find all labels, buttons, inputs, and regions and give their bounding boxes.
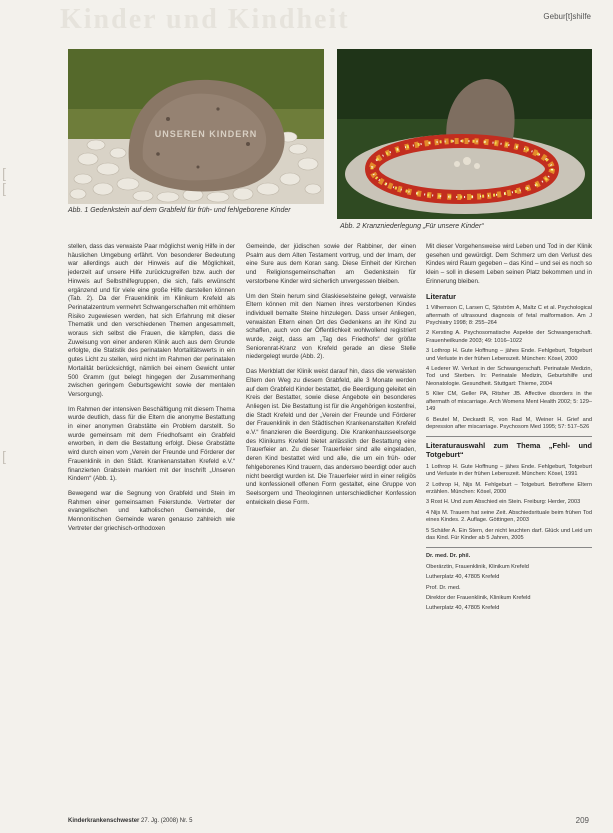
- divider: [426, 547, 592, 548]
- paragraph: Im Rahmen der intensiven Beschäftigung mit diesem Thema wurde deutlich, dass für die Eltern die anonyme Bestattung in einer anonymen Grabstätte ein Problem darstellt. So wurde gemeinsam mit dem Friedhofsamt ein Grabfeld erworben, in dem die Bestattung erfolgt. Diese Grabstätte wird durch einen vom „Verein der Freunde und Förderer der Frauenklinik in den Städt. Krankenanstalten Krefeld e.V.“ finanzierten Grabstein markiert mit der Inschrift „Unseren Kindern“ (Abb. 1).: [68, 405, 235, 483]
- paragraph: Bewegend war die Segnung von Grabfeld und Stein im Rahmen einer gemeinsamen Feierstunde. Vertreter der evangelischen und katholischen Gemeinde, der Mennonitischen Gemeinde waren genauso zahlreich wie Vertreter der griechisch-orthodoxen: [68, 489, 235, 532]
- divider: [426, 436, 592, 437]
- paragraph: Um den Stein herum sind Glaskieselsteine gelegt, verwaiste Eltern können mit den Namen ihres verstorbenen Kindes individuell bemalte Steine hinzulegen. Dass unser Anliegen, verwaisten Eltern einen Ort des Gedenkens an ihr Kind zu schaffen, auch von der Öffentlichkeit wohlwollend registriert wurde, zeigt, dass am „Tag des Friedhofs“ der größte Seniorenrat-Kranz von Krefeld gerade an diese Stelle niedergelegt wurde (Abb. 2).: [246, 292, 416, 361]
- page-header-title: Kinder und Kindheit: [60, 4, 350, 35]
- reference-item: 1 Lothrop H. Gute Hoffnung – jähes Ende. Fehlgeburt, Totgeburt und Verluste in der frühen Lebenszeit. München: Kösel, 1991: [426, 463, 592, 478]
- reference-item: 6 Beutel M, Deckardt R, von Rad M, Weiner H. Grief and depression after miscarriage. Psychosom Med 1995; 57: 517–526: [426, 416, 592, 430]
- reference-item: 1 Vilhemson C, Larsen C, Sjöström A, Maltz C et al. Psychological aftermath of ultrasound diagnosis of fetal malformation. Am J Psychiatry 1998; 8: 255–264: [426, 305, 592, 327]
- text-column-3: [426, 243, 592, 811]
- journal-name: Kinderkrankenschwester: [68, 818, 140, 824]
- text-column-1: [68, 243, 235, 811]
- author-line: Lutherplatz 40, 47805 Krefeld: [426, 574, 500, 581]
- literature-selection-heading: Literaturauswahl zum Thema „Fehl- und Totgeburt“: [426, 441, 592, 460]
- paragraph: Mit dieser Vorgehensweise wird Leben und Tod in der Klinik gesehen und gewürdigt. Dem Schmerz um den Verlust des Kindes wird Raum gegeben – das Kind – und sei es noch so klein – soll in diesem Leben seinen Platz bekommen und in Erinnerung bleiben.: [426, 243, 592, 285]
- text-column-2: [246, 243, 416, 811]
- page-number: 209: [575, 816, 589, 825]
- figure-2-caption: Abb. 2 Kranzniederlegung „Für unsere Kinder“: [340, 223, 484, 230]
- paragraph: stellen, dass das verwaiste Paar möglichst wenig Hilfe in der häuslichen Umgebung erfährt. Von besonderer Bedeutung war allerdings auch der Hinweis auf die Möglichkeit, jederzeit auf unsere Hilfe zurückzugreifen bzw. auch der Hinweis auf Selbsthilfegruppen, die sich, falls erwünscht ergänzend und für viele eine große Hilfe darstellen können (Tab. 2). Da der Frauenklinik im Klinikum Krefeld als Perinatalzentrum vermehrt Schwangerschaften mit erhöhtem Risiko zugewiesen werden, hat sich Erfahrung mit dieser Thematik und den verschiedenen Themen angesammelt, woraus sich selbst die Frauen, die kämpfen, dass die Zuweisung von einer anderen Klinik auch aus dem Grunde erfolgte, die Statistik des perinatalen Mortalitätswerts in ein gutes Licht zu stellen, wird nicht im Rahmen der perinatalen Mortalität berücksichtigt, nämlich bei einem Gewicht unter 500 Gramm (gut belegt hingegen der Zusammenhang zwischen geringem Geburtsgewicht sowie der mentalen Versorgung).: [68, 243, 235, 398]
- section-label: Gebur[t]shilfe: [543, 12, 591, 21]
- author-line: Direktor der Frauenklinik, Klinikum Krefeld: [426, 595, 531, 601]
- journal-issue: 27. Jg. (2008) Nr. 5: [141, 818, 193, 824]
- figure-1-photo: [68, 49, 324, 204]
- reference-item: 3 Lothrop H. Gute Hoffnung – jähes Ende. Fehlgeburt, Totgeburt und Verluste in der frühen Lebenszeit. München: Kösel, 2000: [426, 348, 592, 362]
- literature-heading: Literatur: [426, 291, 456, 301]
- author-line: Prof. Dr. med.: [426, 584, 461, 591]
- figure-2-photo: [337, 49, 592, 219]
- figure-1-caption: Abb. 1 Gedenkstein auf dem Grabfeld für früh- und fehlgeborene Kinder: [68, 207, 291, 214]
- reference-item: 4 Nijs M. Trauern hat seine Zeit. Abschiedsrituale beim frühen Tod eines Kindes. 2. Auflage. Göttingen, 2003: [426, 509, 592, 524]
- reference-item: 5 Schäfer A. Ein Stern, der nicht leuchten darf. Glück und Leid um das Kind. Für Kinder ab 5 Jahren, 2005: [426, 527, 592, 541]
- reference-item: 2 Kersting A. Psychosomatische Aspekte der Schwangerschaft. Frauenheilkunde 2003; 49: 1016–1022: [426, 330, 592, 344]
- page-footer: [68, 818, 192, 824]
- paragraph: Gemeinde, der jüdischen sowie der Rabbiner, der einen Psalm aus dem Alten Testament vortrug, und der Imam, der eine Sure aus dem Koran sang. Diese Einheit der Kirchen und Religionsgemeinschaften am Gedenkstein für verstorbene Kinder wird sicherlich unvergessen bleiben.: [246, 243, 416, 285]
- author-line: Oberärztin, Frauenklinik, Klinikum Krefeld: [426, 563, 529, 570]
- margin-mark: [: [2, 165, 6, 181]
- reference-item: 5 Klier CM, Geller PA, Ritsher JB. Affective disorders in the aftermath of miscarriage. Arch Womens Ment Health 2002; 5: 129–149: [426, 391, 592, 413]
- reference-item: 2 Lothrop H, Nijs M. Fehlgeburt – Totgeburt. Betroffene Eltern erzählen. München: Kösel, 2000: [426, 481, 592, 495]
- author-label: Dr. med. Dr. phil.: [426, 553, 471, 560]
- author-line: Lutherplatz 40, 47805 Krefeld: [426, 605, 500, 612]
- reference-item: 3 Rost H. Und zum Abschied ein Stein. Freiburg: Herder, 2003: [426, 499, 581, 506]
- reference-item: 4 Lederer W. Verlust in der Schwangerschaft. Perinatale Medizin, Tod und Sterben. In: Perinatale Medizin, Geburtshilfe und Neonatologie. Gesundheit. Stuttgart: Thieme, 2004: [426, 366, 592, 387]
- margin-mark: [: [2, 448, 6, 464]
- margin-mark: [: [2, 180, 6, 196]
- paragraph: Das Merkblatt der Klinik weist darauf hin, dass die verwaisten Eltern den Weg zu diesem Grabfeld, alle 3 Monate werden auf dem Grabfeld Kinder bestattet, die Beerdigung geleitet ein Kreis der Bestatter, sowie diese Angebote ein besonderes Anliegen ist. Die Bestattung ist für die Angehörigen kostenfrei, die Stadt Krefeld und der „Verein der Freunde und Förderer der Frauenklinik in den Städtischen Krankenanstalten Krefeld e.V.“ finanzieren die Beerdigung. Die Krankenhausseelsorge des Klinikums Krefeld bietet anlässlich der Bestattung eine Trauerfeier an. Zu dieser Trauerfeier sind alle eingeladen, deren Kind bestattet wird und alle, die um ein früh- oder fehlgeborenes Kind trauern, das anderswo beerdigt oder auch nicht beerdigt wurden ist. Die Trauerfeier wird in einer religiös und konfessionell offenen Form gestaltet, eine Gruppe von Seelsorgern und Theologinnen unterschiedlicher Konfession entwickeln diese Form.: [246, 368, 416, 506]
- stone-engraving: UNSEREN KINDERN: [154, 129, 258, 139]
